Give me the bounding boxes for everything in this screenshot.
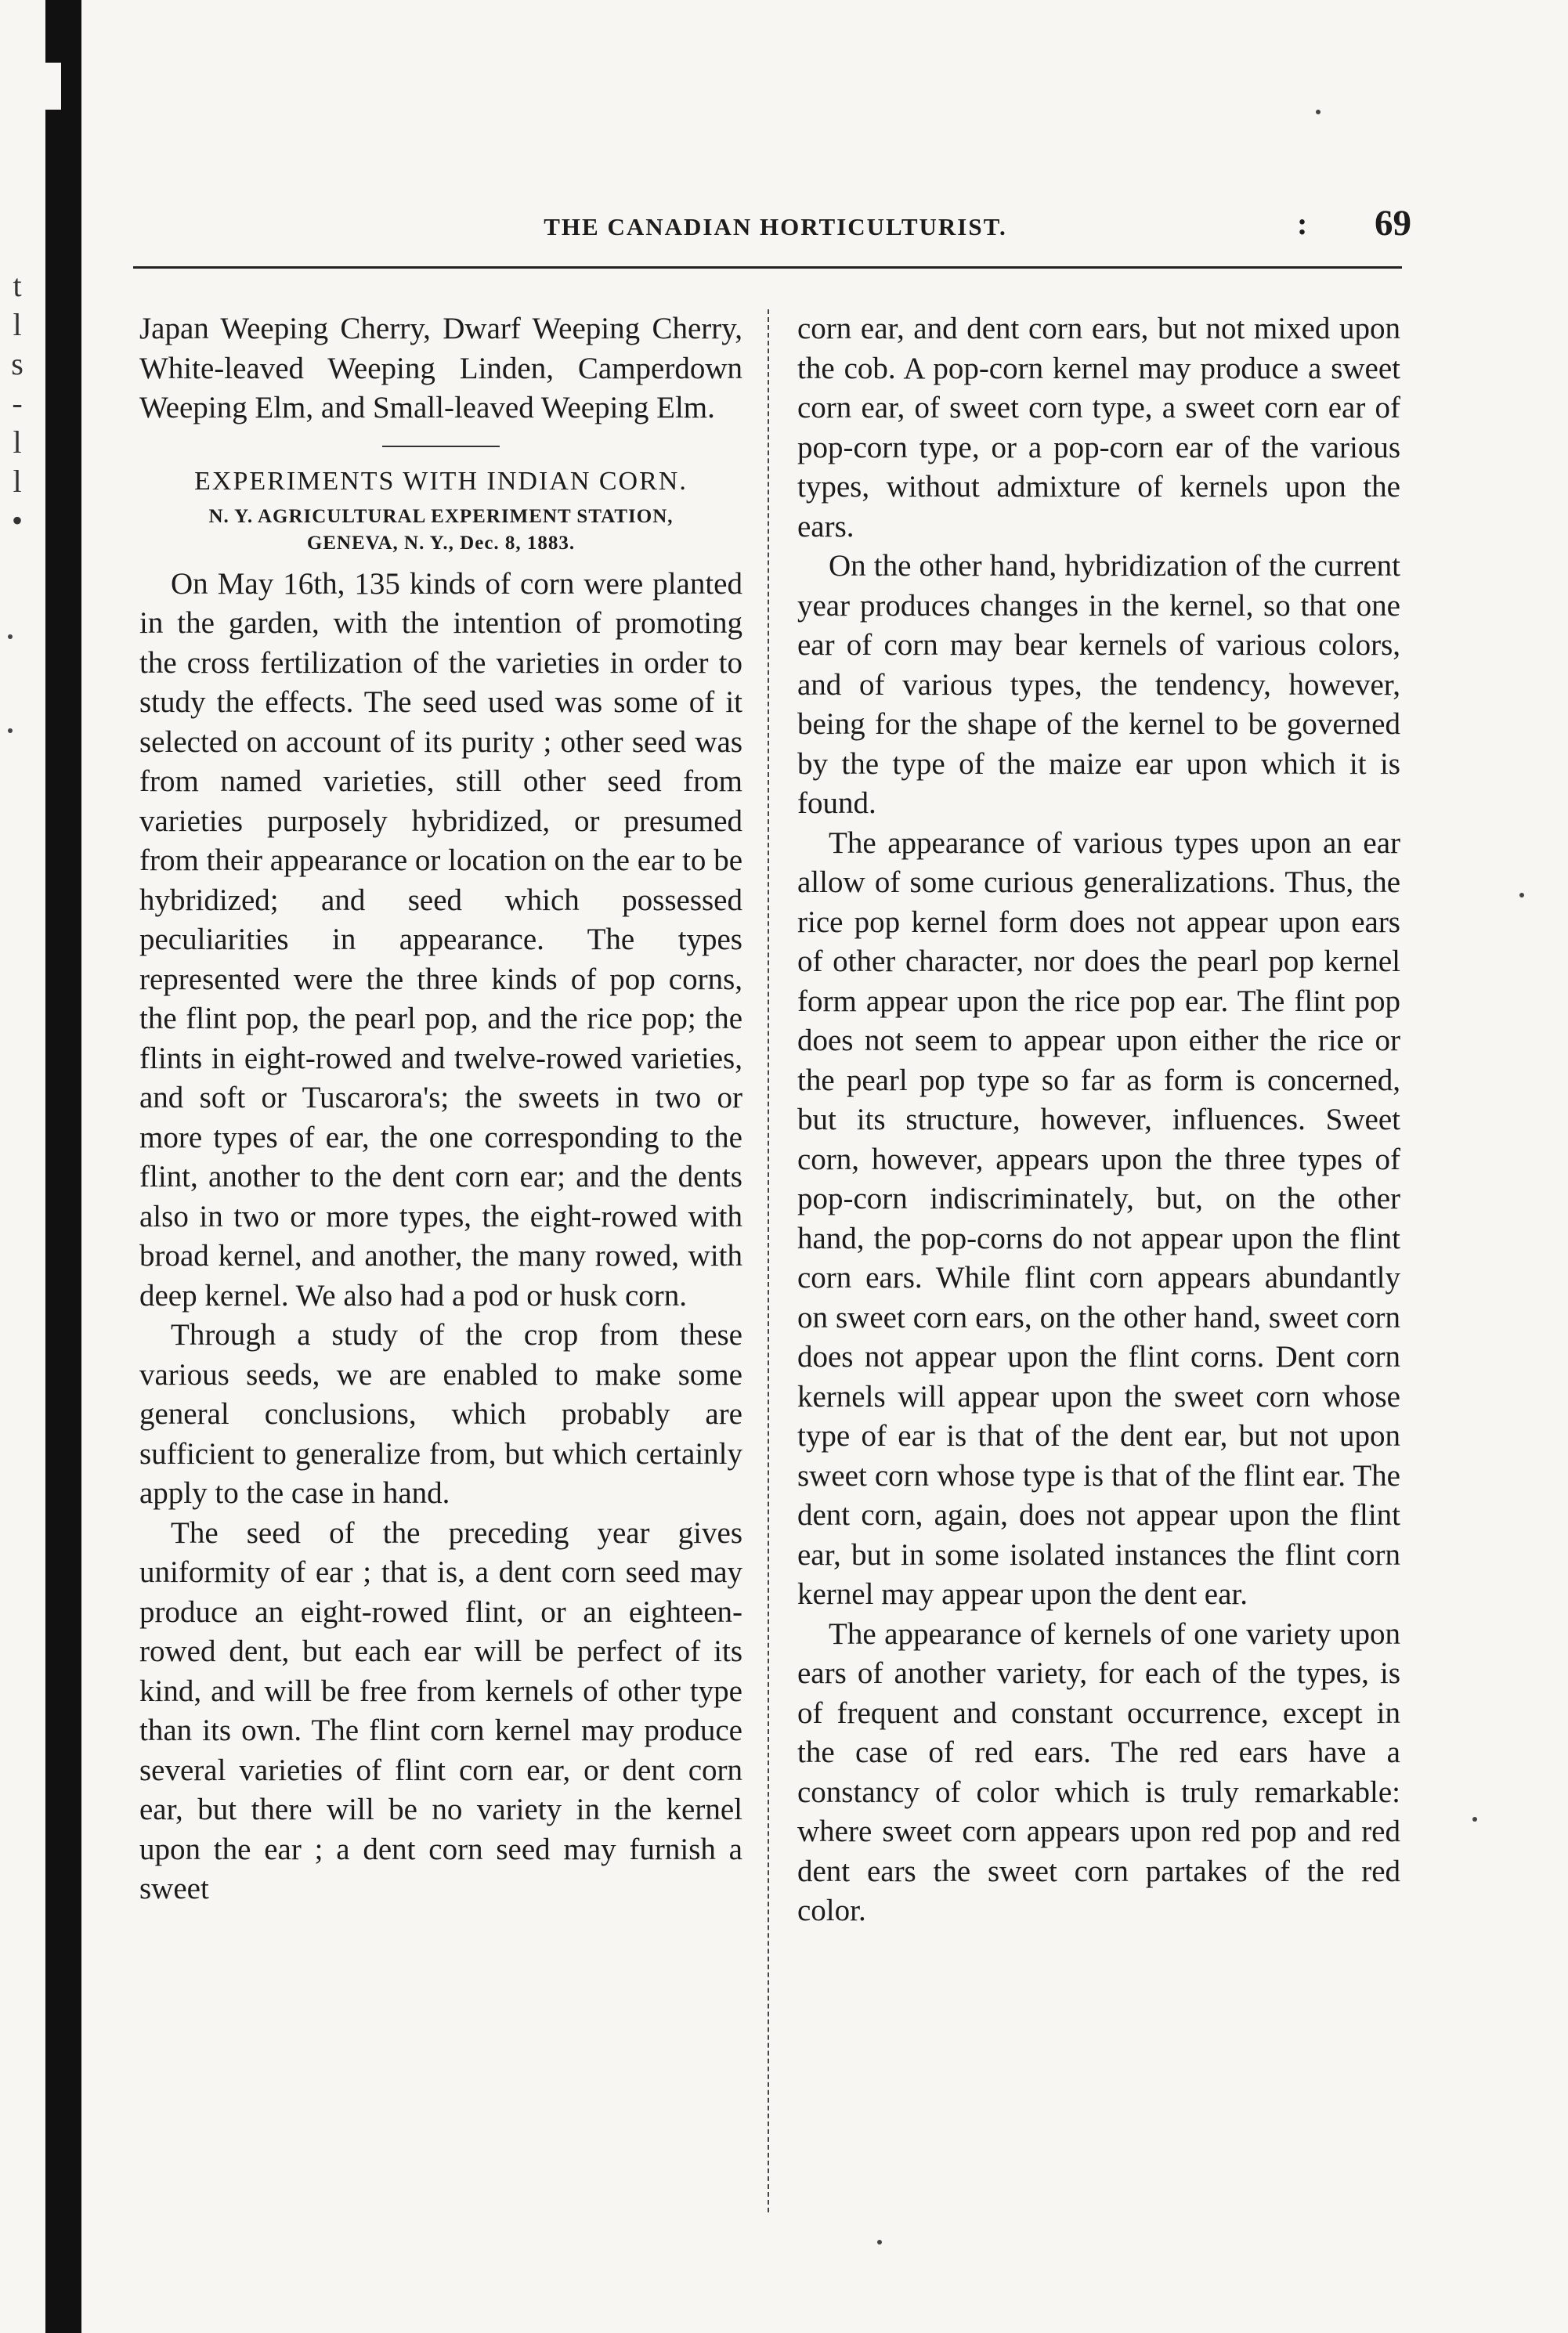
paragraph: On May 16th, 135 kinds of corn were planted in the garden, with the intention of promoting the cross fertilization of the varieties in order to study the effects. The seed used was some of it selected on account of its purity ; other seed was from named varieties, still other seed from varieties purposely hybridized, or presumed from their appearance or location on the ear to be hybridized; and seed which possessed peculiarities in appearance. The types represented were the three kinds of pop corns, the flint pop, the pearl pop, and the rice pop; the flints in eight-rowed and twelve-rowed varieties, and soft or Tuscarora's; the sweets in two or more types of ear, the one corresponding to the flint, another to the dent corn ear; and the dents also in two or more types, the eight-rowed with broad kernel, and another, the many rowed, with deep kernel. We also had a pod or husk corn.: [139, 566, 742, 1313]
scan-speck: [1472, 1817, 1477, 1822]
column-divider: [768, 309, 769, 2212]
scan-notch: [45, 63, 61, 110]
article-title: EXPERIMENTS WITH INDIAN CORN.: [194, 466, 688, 496]
left-column: [139, 309, 742, 1909]
dateline-line-2: GENEVA, N. Y., Dec. 8, 1883.: [306, 532, 576, 554]
dateline: [139, 504, 742, 557]
continued-paragraph: Japan Weeping Cherry, Dwarf Weeping Cherry, White-leaved Weeping Linden, Camperdown Weeping Elm, and Small-leaved Weeping Elm.: [139, 312, 742, 424]
scan-speck: [8, 728, 13, 733]
scan-speck: [1519, 893, 1524, 897]
paragraph: The appearance of various types upon an ear allow of some curious generalizations. Thus, the rice pop kernel form does not appear upon ears of other character, nor does the pearl pop kernel form appear upon the rice pop ear. The flint pop does not seem to appear upon either the rice or the pearl pop type so far as form is concerned, but its structure, however, influences. Sweet corn, however, appears upon the three types of pop-corn indiscriminately, but, on the other hand, the pop-corns do not appear upon the flint corn ears. While flint corn appears abundantly on sweet corn ears, on the other hand, sweet corn does not appear upon the flint corns. Dent corn kernels will appear upon the sweet corn whose type of ear is that of the dent ear, but not upon sweet corn whose type is that of the flint ear. The dent corn, again, does not appear upon the flint ear, but in some isolated instances the flint corn kernel may appear upon the dent ear.: [797, 825, 1400, 1611]
scan-speck: [1316, 110, 1321, 114]
margin-mark: t: [13, 268, 22, 303]
margin-mark: s: [11, 346, 23, 381]
paragraph: Through a study of the crop from these various seeds, we are enabled to make some general conclusions, which probably are sufficient to generalize from, but which certainly apply to the case in hand.: [139, 1318, 742, 1510]
continued-paragraph: corn ear, and dent corn ears, but not mixed upon the cob. A pop-corn kernel may produce a sweet corn ear, of sweet corn type, a sweet corn ear of pop-corn type, or a pop-corn ear of the various types, without admixture of kernels upon the ears.: [797, 312, 1400, 544]
margin-mark: l: [13, 424, 22, 460]
dateline-line-1: N. Y. AGRICULTURAL EXPERIMENT STATION,: [208, 505, 674, 527]
scan-shadow-edge: [45, 0, 81, 2333]
margin-mark: l: [13, 464, 22, 499]
margin-mark: •: [11, 503, 23, 538]
page-number: 69: [1375, 203, 1411, 244]
paragraph: The appearance of kernels of one variety upon ears of another variety, for each of the types, is of frequent and constant occurrence, except in the case of red ears. The red ears have a constancy of color which is truly remarkable: where sweet corn appears upon red pop and red dent ears the sweet corn partakes of the red color.: [797, 1616, 1400, 1927]
running-head: THE CANADIAN HORTICULTURIST.: [544, 213, 1007, 240]
scan-speck: [8, 634, 13, 639]
margin-mark: -: [12, 385, 23, 421]
margin-mark: l: [13, 307, 22, 342]
running-head-mark: :: [1297, 206, 1308, 241]
scan-speck: [877, 2240, 882, 2245]
section-divider: [382, 446, 500, 447]
paragraph: On the other hand, hybridization of the current year produces changes in the kernel, so that one ear of corn may bear kernels of various colors, and of various types, the tendency, however, being for the shape of the kernel to be governed by the type of the maize ear upon which it is found.: [797, 549, 1400, 820]
margin-marks: [3, 266, 31, 540]
right-column: [797, 309, 1400, 1931]
header-rule: [133, 266, 1402, 269]
paragraph: The seed of the preceding year gives uniformity of ear ; that is, a dent corn seed may produce an eight-rowed flint, or an eighteen-rowed dent, but each ear will be perfect of its kind, and will be free from kernels of other type than its own. The flint corn kernel may produce several varieties of flint corn ear, or dent corn ear, but there will be no variety in the kernel upon the ear ; a dent corn seed may furnish a sweet: [139, 1515, 742, 1905]
